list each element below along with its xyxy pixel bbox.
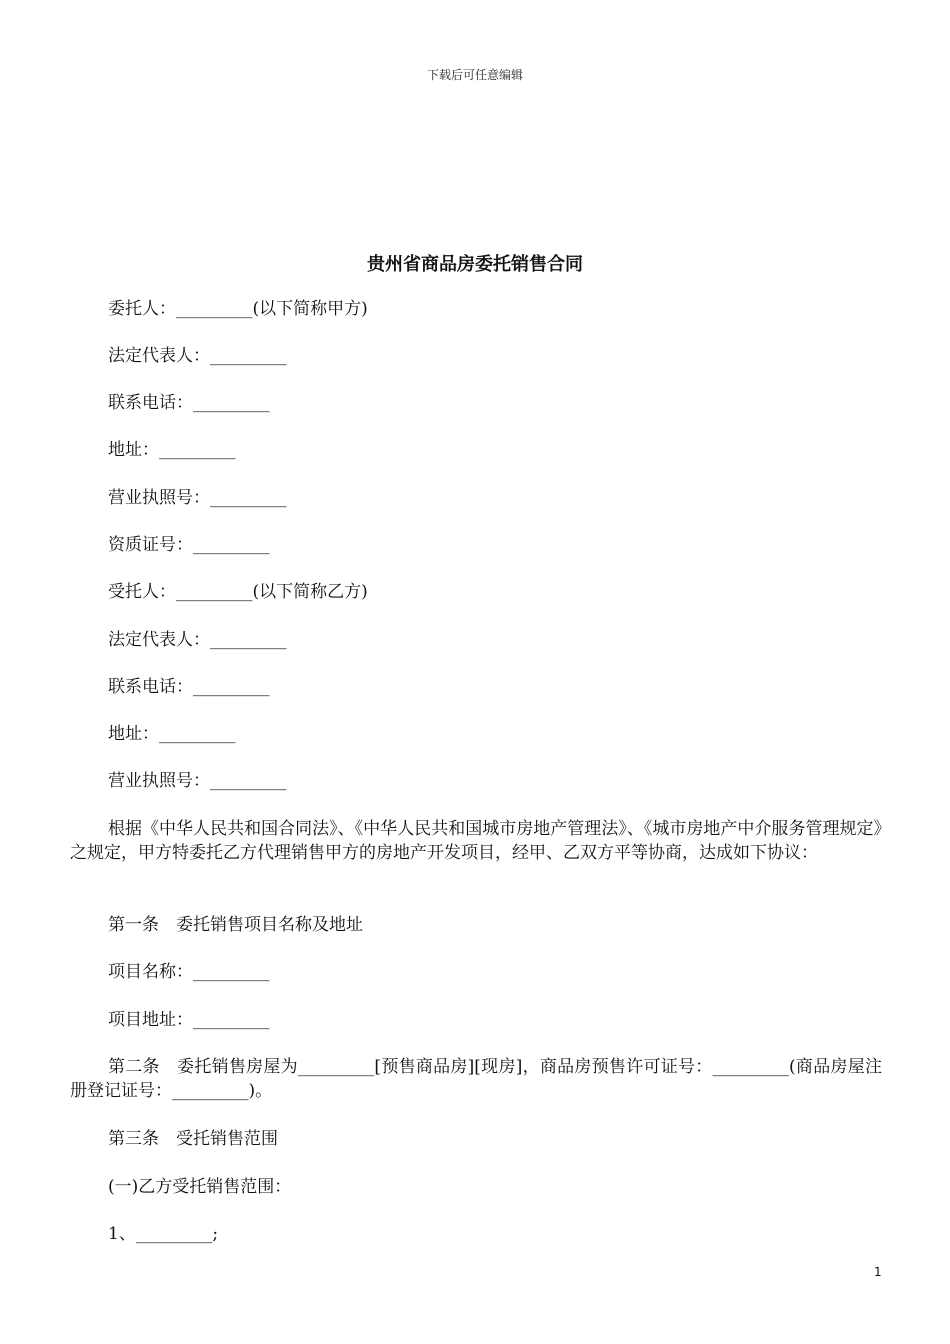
agent-legal-rep-line: 法定代表人：_________ (108, 630, 287, 650)
principal-legal-rep-line: 法定代表人：_________ (108, 346, 287, 366)
scope-item-1: 1、_________; (108, 1224, 219, 1244)
document-title: 贵州省商品房委托销售合同 (367, 254, 583, 275)
project-name-line: 项目名称：_________ (108, 962, 270, 982)
sales-scope-line: (一)乙方受托销售范围： (108, 1177, 292, 1197)
agent-phone-line: 联系电话：_________ (108, 677, 270, 697)
principal-line: 委托人：_________(以下简称甲方) (108, 299, 368, 319)
article-3-heading: 第三条 受托销售范围 (108, 1129, 278, 1149)
header-note: 下载后可任意编辑 (426, 68, 523, 82)
preamble-paragraph: 根据《中华人民共和国合同法》、《中华人民共和国城市房地产管理法》、《城市房地产中介服务管理规定》之规定，甲方特委托乙方代理销售甲方的房地产开发项目，经甲、乙双方平等协商，达成如下协议： (70, 819, 882, 863)
agent-line: 受托人：_________(以下简称乙方) (108, 582, 368, 602)
page-number: 1 (874, 1265, 882, 1279)
article-2-paragraph: 第二条 委托销售房屋为_________[预售商品房][现房]，商品房预售许可证号：_________(商品房屋注册登记证号：_________)。 (70, 1057, 882, 1101)
article-1-heading: 第一条 委托销售项目名称及地址 (108, 915, 363, 935)
project-address-line: 项目地址：_________ (108, 1010, 270, 1030)
principal-address-line: 地址：_________ (108, 440, 236, 460)
agent-license-line: 营业执照号：_________ (108, 771, 287, 791)
principal-license-line: 营业执照号：_________ (108, 488, 287, 508)
agent-address-line: 地址：_________ (108, 724, 236, 744)
principal-phone-line: 联系电话：_________ (108, 393, 270, 413)
principal-qualification-line: 资质证号：_________ (108, 535, 270, 555)
